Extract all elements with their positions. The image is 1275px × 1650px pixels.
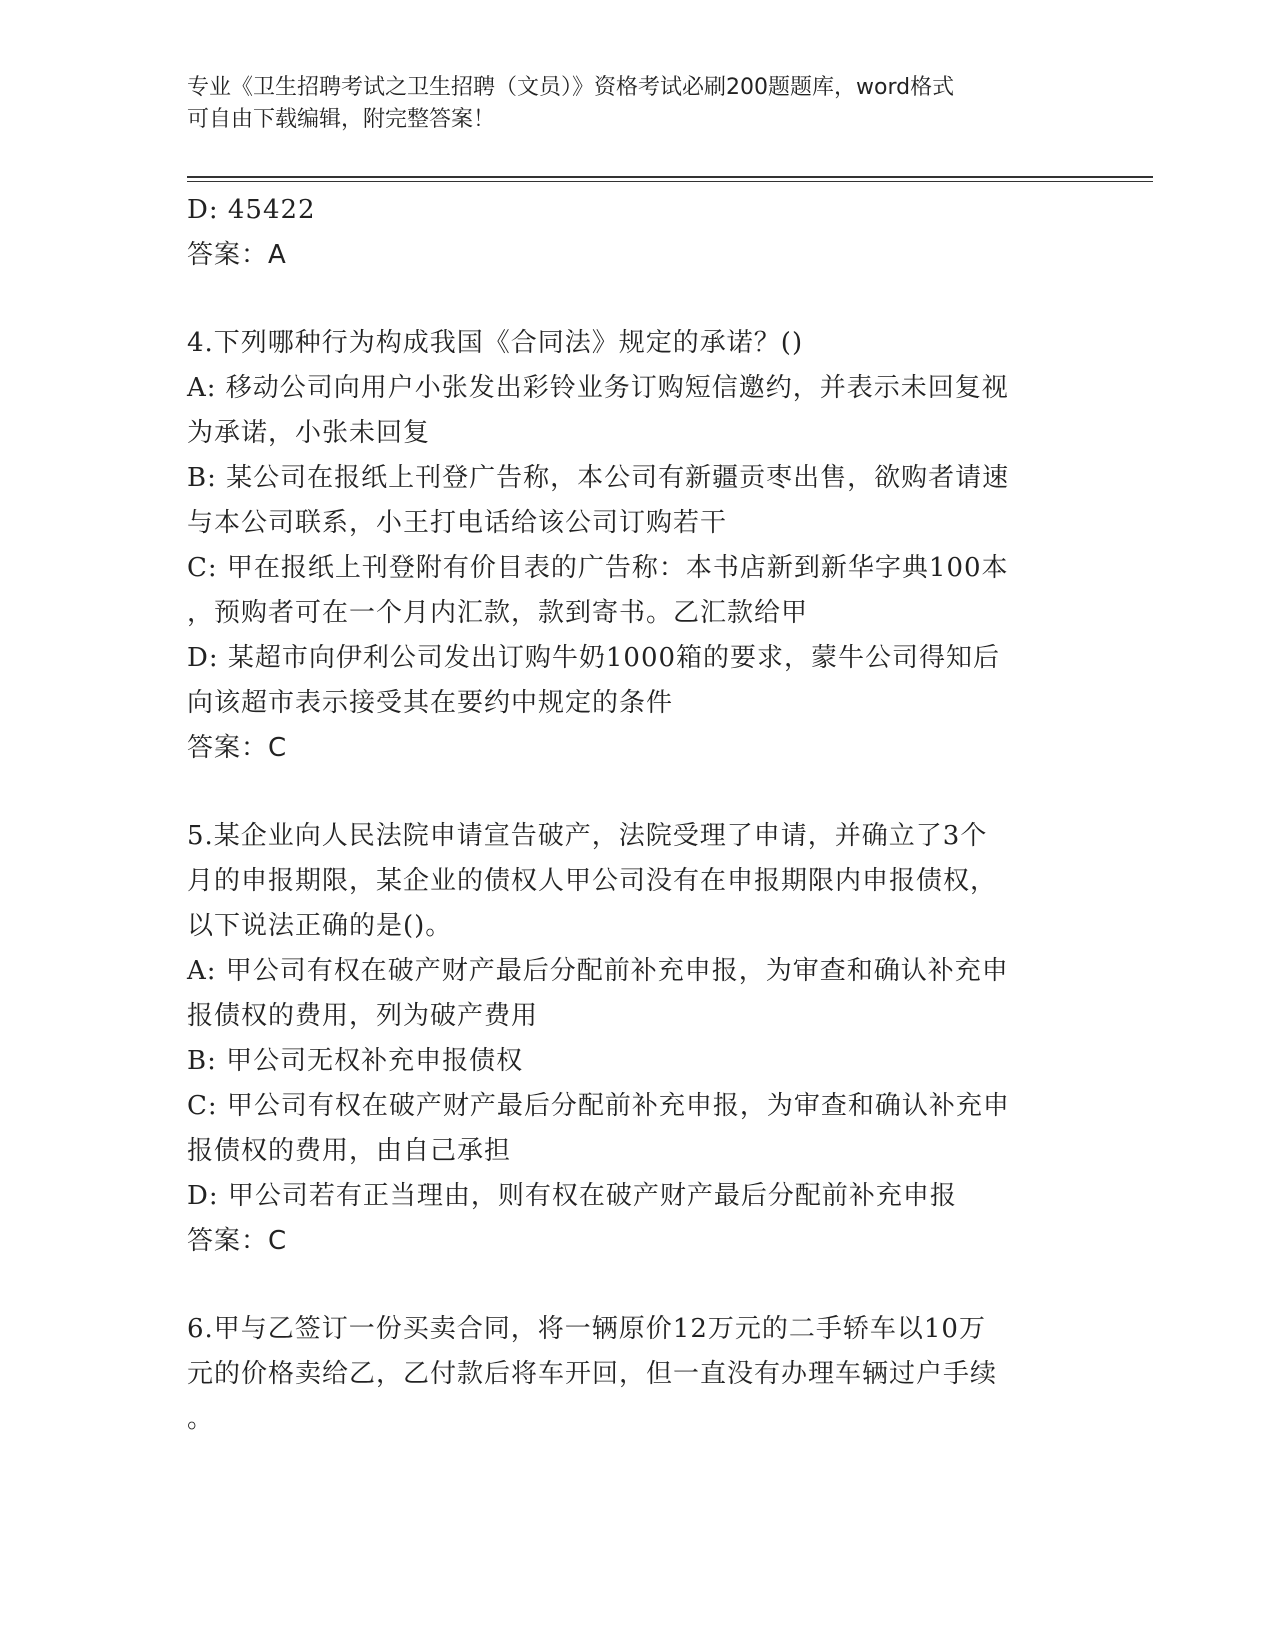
answer-line: 答案：A	[187, 240, 287, 270]
question-stem-continued: 以下说法正确的是()。	[187, 911, 453, 941]
page-header	[187, 72, 1087, 136]
question-stem: 4.下列哪种行为构成我国《合同法》规定的承诺？()	[187, 328, 804, 358]
answer-line: 答案：C	[187, 1226, 288, 1256]
answer-line: 答案：C	[187, 733, 288, 763]
option-b: B: 某公司在报纸上刊登广告称，本公司有新疆贡枣出售，欲购者请速	[187, 463, 1010, 493]
header-title-line-2: 可自由下载编辑，附完整答案！	[187, 107, 496, 132]
option-d: D: 甲公司若有正当理由，则有权在破产财产最后分配前补充申报	[187, 1181, 957, 1211]
question-stem-continued: 月的申报期限，某企业的债权人甲公司没有在申报期限内申报债权，	[187, 866, 998, 896]
option-a-continued: 报债权的费用，列为破产费用	[187, 1001, 539, 1031]
previous-question-tail	[187, 188, 1087, 278]
option-b: B: 甲公司无权补充申报债权	[187, 1046, 524, 1076]
header-divider-thin	[187, 181, 1153, 182]
option-b-continued: 与本公司联系，小王打电话给该公司订购若干	[187, 508, 728, 538]
question-stem: 6.甲与乙签订一份买卖合同，将一辆原价12万元的二手轿车以10万	[187, 1314, 986, 1344]
question-stem: 5.某企业向人民法院申请宣告破产，法院受理了申请，并确立了3个	[187, 821, 988, 851]
option-a: A: 甲公司有权在破产财产最后分配前补充申报，为审查和确认补充申	[187, 956, 1009, 986]
option-a: A: 移动公司向用户小张发出彩铃业务订购短信邀约，并表示未回复视	[187, 373, 1009, 403]
question-stem-continued: 。	[187, 1404, 215, 1434]
option-c: C: 甲公司有权在破产财产最后分配前补充申报，为审查和确认补充申	[187, 1091, 1010, 1121]
option-d-continued: 向该超市表示接受其在要约中规定的条件	[187, 688, 674, 718]
question-4	[187, 321, 1087, 771]
option-a-continued: 为承诺，小张未回复	[187, 418, 431, 448]
question-5	[187, 814, 1087, 1264]
question-stem-continued: 元的价格卖给乙，乙付款后将车开回，但一直没有办理车辆过户手续	[187, 1359, 998, 1389]
option-d: D: 某超市向伊利公司发出订购牛奶1000箱的要求，蒙牛公司得知后	[187, 643, 1001, 673]
option-c-continued: ，预购者可在一个月内汇款，款到寄书。乙汇款给甲	[187, 598, 809, 628]
question-6	[187, 1307, 1087, 1442]
option-c-continued: 报债权的费用，由自己承担	[187, 1136, 512, 1166]
question-content	[187, 188, 1087, 1442]
header-divider-thick	[187, 176, 1153, 178]
header-title-line-1: 专业《卫生招聘考试之卫生招聘（文员）》资格考试必刷200题题库，word格式	[187, 75, 955, 100]
option-d: D: 45422	[187, 195, 316, 225]
option-c: C: 甲在报纸上刊登附有价目表的广告称：本书店新到新华字典100本	[187, 553, 1009, 583]
